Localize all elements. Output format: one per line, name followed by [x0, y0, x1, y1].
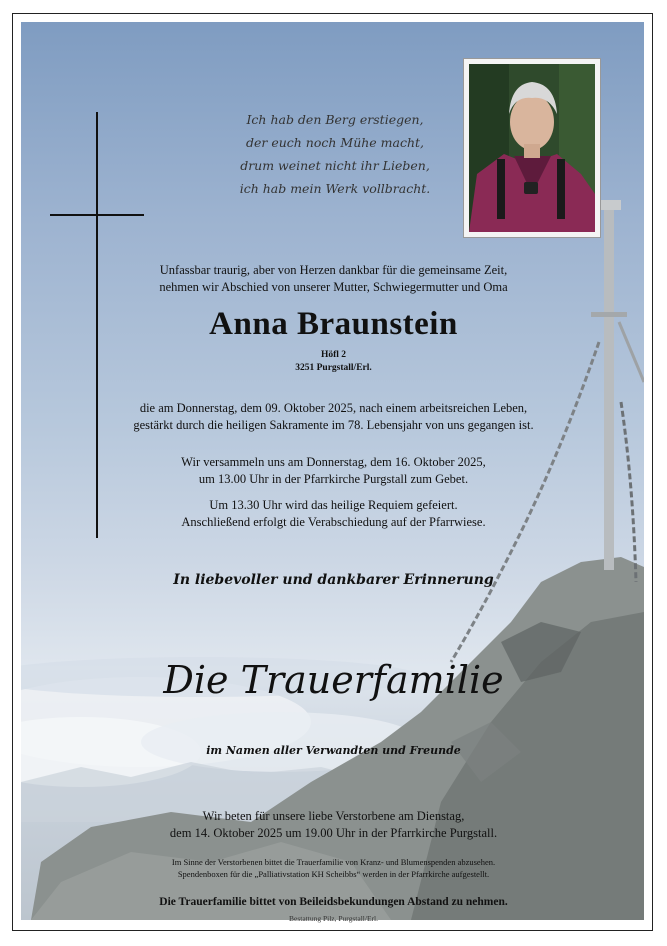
poem-line: drum weinet nicht ihr Lieben,	[240, 158, 430, 173]
memorial-poem	[210, 108, 460, 200]
poem-line: der euch noch Mühe macht,	[245, 135, 425, 150]
portrait-photo	[463, 58, 601, 238]
intro-line: Unfassbar traurig, aber von Herzen dankbar für die gemeinsame Zeit,	[159, 263, 508, 277]
requiem-info	[0, 497, 667, 531]
death-info-line: die am Donnerstag, dem 09. Oktober 2025, nach einem arbeitsreichen Leben,	[139, 401, 528, 415]
undertaker-credit: Bestattung Pilz, Purgstall/Erl.	[288, 914, 379, 923]
prayer-info-line: Wir versammeln uns am Donnerstag, dem 16. Oktober 2025,	[181, 455, 486, 469]
poem-line: Ich hab den Berg erstiegen,	[246, 112, 424, 127]
donation-info-line: Spendenboxen für die „Palliativstation KH Scheibbs“ werden in der Pfarrkirche aufgestellt.	[177, 869, 490, 879]
intro-line: nehmen wir Abschied von unserer Mutter, Schwiegermutter und Oma	[159, 280, 508, 294]
donation-info	[0, 856, 667, 880]
rosary-info	[0, 808, 667, 842]
death-info-line: gestärkt durch die heiligen Sakramente im 78. Lebensjahr von uns gegangen ist.	[133, 418, 534, 432]
condolence-request: Die Trauerfamilie bittet von Beileidsbekundungen Abstand zu nehmen.	[159, 896, 508, 908]
requiem-info-line: Anschließend erfolgt die Verabschiedung auf der Pfarrwiese.	[181, 515, 486, 529]
rosary-info-line: dem 14. Oktober 2025 um 19.00 Uhr in der Pfarrkirche Purgstall.	[169, 826, 498, 840]
deceased-address	[0, 349, 667, 375]
requiem-info-line: Um 13.30 Uhr wird das heilige Requiem gefeiert.	[209, 498, 458, 512]
intro-text	[0, 262, 667, 296]
deceased-name: Anna Braunstein	[209, 306, 458, 342]
poem-line: ich hab mein Werk vollbracht.	[239, 181, 431, 196]
rosary-info-line: Wir beten für unsere liebe Verstorbene am Dienstag,	[202, 809, 465, 823]
family-signature: Die Trauerfamilie	[163, 658, 504, 702]
relatives-line: im Namen aller Verwandten und Freunde	[206, 744, 461, 757]
prayer-info	[0, 454, 667, 488]
address-line: Höfl 2	[320, 350, 347, 360]
prayer-info-line: um 13.00 Uhr in der Pfarrkirche Purgstall zum Gebet.	[198, 472, 469, 486]
address-line: 3251 Purgstall/Erl.	[295, 363, 372, 373]
memory-line: In liebevoller und dankbarer Erinnerung	[173, 572, 494, 588]
donation-info-line: Im Sinne der Verstorbenen bittet die Trauerfamilie von Kranz- und Blumenspenden abzusehen.	[171, 857, 496, 867]
death-info	[0, 400, 667, 434]
cross-horizontal-bar	[50, 214, 144, 216]
